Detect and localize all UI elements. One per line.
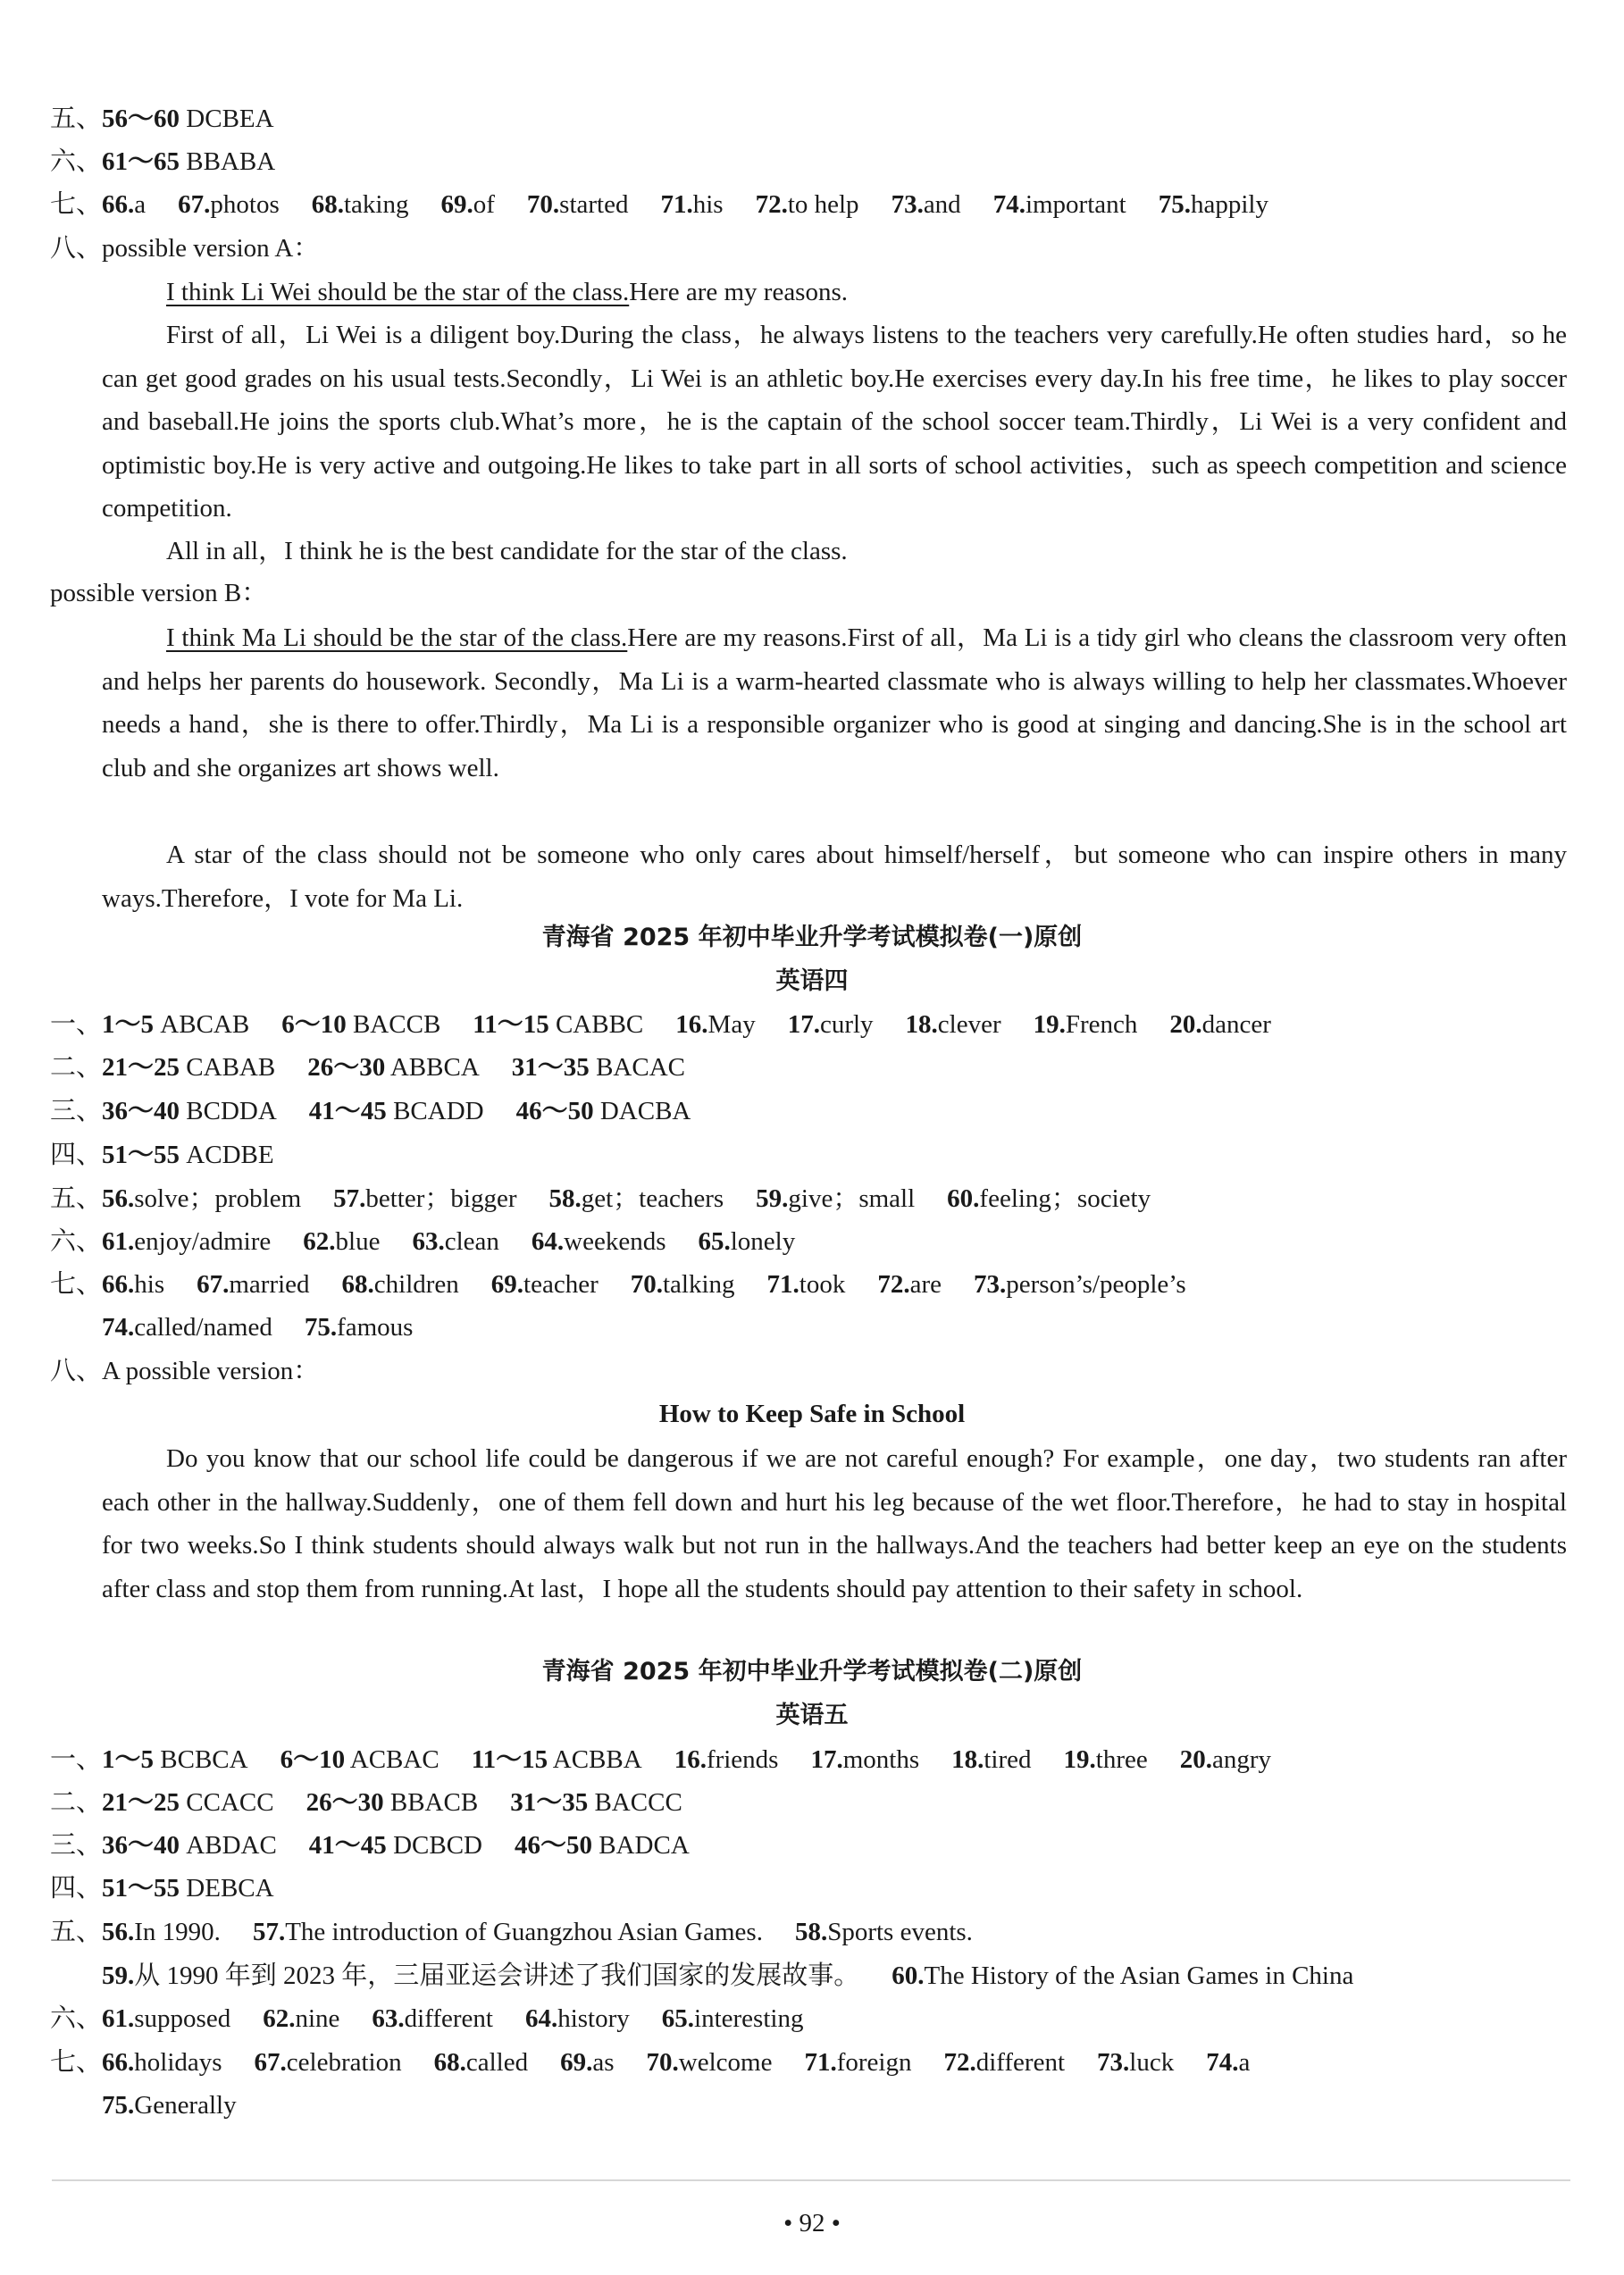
answer-item — [102, 2091, 237, 2120]
answer-item — [102, 1270, 164, 1299]
answer-item — [372, 2004, 493, 2033]
answer-item — [548, 1184, 724, 1213]
exam-subtitle: 英语四 — [775, 967, 849, 995]
answer-item — [631, 1270, 735, 1299]
answer-text: teacher — [523, 1270, 599, 1299]
question-number: 70. — [526, 190, 560, 219]
answer-text: as — [592, 2048, 615, 2077]
answer-item — [102, 1010, 249, 1039]
question-number: 66. — [102, 2048, 135, 2077]
answer-line — [50, 2001, 803, 2037]
question-number: 68. — [341, 1270, 374, 1299]
question-number: 18. — [951, 1745, 984, 1774]
answer-item — [342, 1270, 459, 1299]
answer-text: famous — [337, 1313, 414, 1342]
answer-item — [412, 1227, 498, 1256]
answer-item — [102, 1831, 277, 1860]
answer-item — [333, 1184, 516, 1213]
answer-item — [767, 1270, 846, 1299]
question-number: 21～25 — [102, 1053, 180, 1082]
question-number: 17. — [787, 1010, 820, 1039]
answer-item — [756, 190, 859, 219]
question-number: 60. — [947, 1184, 980, 1213]
answer-text: 从 1990 年到 2023 年，三届亚运会讲述了我们国家的发展故事。 — [134, 1961, 860, 1990]
answer-item — [993, 190, 1126, 219]
answer-item — [102, 1184, 301, 1213]
section-number: 二、 — [50, 1788, 103, 1817]
question-number: 67. — [254, 2048, 287, 2077]
question-number: 62. — [263, 2004, 296, 2033]
answer-item — [675, 1010, 755, 1039]
answer-line: 六、61～65 BBABA — [50, 147, 276, 176]
answer-item — [892, 190, 961, 219]
answer-item — [698, 1227, 795, 1256]
answer-line — [50, 187, 1268, 222]
answer-text: BACAC — [589, 1053, 685, 1082]
question-number: 70. — [630, 1270, 663, 1299]
answer-item — [102, 1053, 275, 1082]
answer-text: took — [799, 1270, 846, 1299]
section-number: 二、 — [50, 1053, 103, 1082]
answer-item — [877, 1270, 942, 1299]
question-number: 16. — [675, 1010, 708, 1039]
answer-text: interesting — [694, 2004, 804, 2033]
question-number: 36～40 — [102, 1097, 180, 1125]
answer-text: and — [923, 190, 961, 219]
answer-text: ABBCA — [385, 1053, 480, 1082]
answer-text: his — [134, 1270, 165, 1299]
answer-item — [102, 1141, 274, 1169]
question-number: 73. — [1097, 2048, 1130, 2077]
answer-text: holidays — [134, 2048, 222, 2077]
answer-item — [512, 1053, 685, 1082]
question-number: 71. — [766, 1270, 799, 1299]
question-number: 20. — [1179, 1745, 1212, 1774]
answer-item — [947, 1184, 1151, 1213]
answer-text: photos — [210, 190, 280, 219]
answer-text: of — [473, 190, 495, 219]
question-number: 31～35 — [510, 1788, 589, 1817]
question-number: 57. — [252, 1918, 286, 1946]
answer-item — [263, 2004, 339, 2033]
answer-text: a — [134, 190, 146, 219]
answer-item — [306, 1788, 479, 1817]
answer-item — [525, 2004, 630, 2033]
question-number: 75. — [102, 2091, 135, 2120]
question-number: 18. — [905, 1010, 938, 1039]
answer-item — [102, 1745, 248, 1774]
answer-item — [253, 1918, 763, 1946]
question-number: 46～50 — [515, 1097, 594, 1125]
question-number: 74. — [1206, 2048, 1239, 2077]
answer-text: The History of the Asian Games in China — [924, 1961, 1354, 1990]
answer-text: dancer — [1201, 1010, 1271, 1039]
answer-item — [1180, 1745, 1271, 1774]
section-number: 六、 — [50, 1227, 103, 1256]
answer-text: ACBBA — [548, 1745, 642, 1774]
question-number: 63. — [412, 1227, 445, 1256]
answer-line — [50, 1093, 691, 1129]
question-number: 66. — [102, 190, 135, 219]
answer-item — [662, 2004, 804, 2033]
answer-item — [434, 2048, 528, 2077]
answer-item — [197, 1270, 309, 1299]
question-number: 74. — [102, 1313, 135, 1342]
answer-text: BCDDA — [180, 1097, 277, 1125]
question-number: 57. — [333, 1184, 366, 1213]
answer-line — [102, 1958, 1353, 1994]
question-number: 66. — [102, 1270, 135, 1299]
question-number: 11～15 — [473, 1010, 549, 1039]
exam-title: 青海省 2025 年初中毕业升学考试模拟卷(二)原创 — [541, 1658, 1083, 1685]
essay-paragraph: I think Ma Li should be the star of the class.Here are my reasons.First of all，Ma Li is a tidy girl who cleans the classroom very often and helps her parents do housework. Secondly，Ma Li is a warm-hearted classmate who is always willing to help her classmates.Whoever needs a hand，she is there to offer.Thirdly，Ma Li is a responsible organizer who is good at singing and dancing.She is in the school art club and she organizes art shows well. — [102, 623, 1567, 782]
answer-text: DEBCA — [180, 1874, 274, 1903]
answer-text: BBACB — [383, 1788, 479, 1817]
question-number: 19. — [1063, 1745, 1096, 1774]
answer-item — [473, 1010, 643, 1039]
answer-line — [50, 2045, 1250, 2080]
question-number: 58. — [794, 1918, 828, 1946]
answer-item — [1206, 2048, 1250, 2077]
essay-paragraph: I think Li Wei should be the star of the class.Here are my reasons. — [166, 278, 849, 306]
question-number: 72. — [755, 190, 788, 219]
answer-text: enjoy/admire — [134, 1227, 272, 1256]
answer-item — [788, 1010, 874, 1039]
answer-text: friends — [706, 1745, 779, 1774]
question-number: 67. — [178, 190, 211, 219]
answer-text: celebration — [286, 2048, 402, 2077]
answer-text: CABAB — [180, 1053, 276, 1082]
answer-line — [50, 1785, 682, 1820]
section-number: 三、 — [50, 1831, 103, 1860]
answer-text: called — [465, 2048, 529, 2077]
answer-text: blue — [335, 1227, 381, 1256]
question-number: 65. — [661, 2004, 695, 2033]
answer-text: The introduction of Guangzhou Asian Games. — [285, 1918, 763, 1946]
answer-item — [943, 2048, 1065, 2077]
answer-item — [647, 2048, 773, 2077]
answer-item — [515, 1831, 690, 1860]
answer-item — [102, 190, 146, 219]
answer-text: May — [707, 1010, 756, 1039]
section-number: 五、 — [50, 1918, 103, 1946]
section-number: 五、 — [50, 1184, 103, 1213]
answer-item — [102, 1788, 274, 1817]
essay-paragraph: Do you know that our school life could be dangerous if we are not careful enough? For example，one day，two students ran after each other in the hallway.Suddenly，one of them fell down and hurt his leg because of the wet floor.Therefore，he had to stay in hospital for two weeks.So I think students should always walk but not run in the hallways.And the teachers had better keep an eye on the students after class and stop them from running.At last，I hope all the students should pay attention to their safety in school. — [102, 1444, 1567, 1603]
answer-text: In 1990. — [134, 1918, 221, 1946]
answer-item — [951, 1745, 1031, 1774]
answer-text: BCBCA — [154, 1745, 248, 1774]
answer-text: feeling；society — [979, 1184, 1151, 1213]
answer-text: clever — [937, 1010, 1001, 1039]
divider — [52, 2179, 1570, 2181]
answer-text: a — [1238, 2048, 1251, 2077]
answer-line — [102, 2087, 237, 2123]
question-number: 61. — [102, 1227, 135, 1256]
answer-line — [50, 1050, 685, 1085]
question-number: 41～45 — [308, 1831, 387, 1860]
question-number: 61. — [102, 2004, 135, 2033]
answer-item — [532, 1227, 666, 1256]
answer-line — [50, 1870, 274, 1906]
answer-item — [804, 2048, 911, 2077]
answer-text: started — [559, 190, 629, 219]
question-number: 73. — [891, 190, 924, 219]
question-number: 19. — [1033, 1010, 1066, 1039]
answer-item — [472, 1745, 642, 1774]
answer-text: angry — [1212, 1745, 1272, 1774]
answer-text: DCBCD — [386, 1831, 482, 1860]
answer-text: called/named — [134, 1313, 272, 1342]
question-number: 26～30 — [306, 1788, 384, 1817]
question-number: 51～55 — [102, 1141, 180, 1169]
answer-item — [1064, 1745, 1148, 1774]
answer-text: CCACC — [180, 1788, 274, 1817]
answer-item — [309, 1097, 484, 1125]
answer-text: CABBC — [548, 1010, 644, 1039]
answer-text: Sports events. — [827, 1918, 973, 1946]
question-number: 68. — [433, 2048, 466, 2077]
answer-text: weekends — [564, 1227, 666, 1256]
section-number: 七、 — [50, 2048, 103, 2077]
question-number: 56. — [102, 1184, 135, 1213]
section-number: 六、 — [50, 2004, 103, 2033]
answer-text: person’s/people’s — [1006, 1270, 1186, 1299]
answer-item — [510, 1788, 682, 1817]
answer-text: different — [404, 2004, 493, 2033]
answer-text: his — [692, 190, 724, 219]
question-number: 21～25 — [102, 1788, 180, 1817]
answer-item — [102, 2004, 230, 2033]
answer-item — [255, 2048, 402, 2077]
section-label: 八、possible version A： — [50, 234, 320, 263]
answer-item — [312, 190, 409, 219]
section-number: 七、 — [50, 190, 103, 219]
answer-item — [309, 1831, 482, 1860]
question-number: 60. — [892, 1961, 925, 1990]
answer-text: nine — [295, 2004, 340, 2033]
question-number: 16. — [674, 1745, 707, 1774]
answer-text: get；teachers — [581, 1184, 724, 1213]
section-number: 四、 — [50, 1141, 103, 1169]
question-number: 70. — [646, 2048, 679, 2077]
answer-item — [102, 1874, 274, 1903]
answer-text: ABDAC — [180, 1831, 277, 1860]
answer-text: ACDBE — [180, 1141, 274, 1169]
answer-item — [280, 1745, 439, 1774]
answer-text: better；bigger — [365, 1184, 517, 1213]
answer-text: to help — [787, 190, 859, 219]
answer-text: clean — [444, 1227, 499, 1256]
answer-line — [50, 1137, 274, 1173]
answer-line — [50, 1742, 1271, 1777]
question-number: 59. — [756, 1184, 789, 1213]
answer-item — [491, 1270, 599, 1299]
answer-item — [102, 2048, 222, 2077]
answer-item — [810, 1745, 919, 1774]
answer-text: history — [557, 2004, 630, 2033]
section-number: 一、 — [50, 1010, 103, 1039]
answer-item — [307, 1053, 480, 1082]
answer-item — [440, 190, 494, 219]
section-number: 一、 — [50, 1745, 103, 1774]
answer-item — [674, 1745, 779, 1774]
answer-line — [50, 1224, 795, 1259]
answer-item — [102, 1097, 277, 1125]
answer-item — [560, 2048, 614, 2077]
question-number: 6～10 — [280, 1745, 346, 1774]
answer-line — [50, 1267, 1186, 1302]
answer-item — [974, 1270, 1186, 1299]
answer-item — [892, 1961, 1353, 1990]
answer-item — [527, 190, 629, 219]
answer-text: important — [1025, 190, 1126, 219]
question-number: 6～10 — [281, 1010, 347, 1039]
essay-title: How to Keep Safe in School — [658, 1400, 966, 1428]
answer-text: BCADD — [386, 1097, 484, 1125]
answer-text: are — [909, 1270, 942, 1299]
question-number: 75. — [304, 1313, 338, 1342]
question-number: 26～30 — [307, 1053, 386, 1082]
answer-text: DACBA — [593, 1097, 691, 1125]
answer-line — [50, 1181, 1151, 1217]
question-number: 69. — [490, 1270, 524, 1299]
exam-subtitle: 英语五 — [775, 1702, 849, 1729]
answer-text: curly — [819, 1010, 874, 1039]
answer-text: solve；problem — [134, 1184, 302, 1213]
section-number: 三、 — [50, 1097, 103, 1125]
page-number: • 92 • — [783, 2209, 841, 2237]
answer-text: talking — [663, 1270, 735, 1299]
answer-line: 五、56～60 DCBEA — [50, 105, 274, 133]
answer-text: married — [229, 1270, 310, 1299]
question-number: 65. — [698, 1227, 731, 1256]
section-label: possible version B： — [50, 579, 268, 607]
answer-text: BACCB — [346, 1010, 441, 1039]
answer-text: taking — [343, 190, 409, 219]
answer-text: children — [373, 1270, 459, 1299]
answer-item — [178, 190, 280, 219]
answer-item — [102, 1313, 272, 1342]
section-number: 四、 — [50, 1874, 103, 1903]
question-number: 41～45 — [308, 1097, 387, 1125]
question-number: 51～55 — [102, 1874, 180, 1903]
essay-paragraph: A star of the class should not be someone who only cares about himself/herself，but someone who can inspire others in many ways.Therefore，I vote for Ma Li. — [102, 841, 1567, 913]
answer-item — [660, 190, 723, 219]
answer-text: luck — [1129, 2048, 1175, 2077]
answer-text: BADCA — [592, 1831, 690, 1860]
question-number: 59. — [102, 1961, 135, 1990]
answer-text: tired — [984, 1745, 1032, 1774]
answer-item — [1034, 1010, 1138, 1039]
answer-item — [305, 1313, 414, 1342]
answer-line — [50, 1914, 973, 1950]
question-number: 69. — [560, 2048, 593, 2077]
question-number: 11～15 — [471, 1745, 548, 1774]
question-number: 1～5 — [102, 1010, 155, 1039]
answer-item — [102, 1918, 221, 1946]
question-number: 74. — [992, 190, 1025, 219]
question-number: 56. — [102, 1918, 135, 1946]
question-number: 63. — [372, 2004, 405, 2033]
question-number: 68. — [311, 190, 344, 219]
exam-title: 青海省 2025 年初中毕业升学考试模拟卷(一)原创 — [541, 924, 1083, 951]
answer-text: months — [842, 1745, 920, 1774]
answer-item — [1097, 2048, 1174, 2077]
section-label: 八、A possible version： — [50, 1357, 320, 1385]
answer-item — [756, 1184, 915, 1213]
answer-text: French — [1065, 1010, 1138, 1039]
answer-item — [906, 1010, 1001, 1039]
essay-paragraph: First of all，Li Wei is a diligent boy.During the class，he always listens to the teachers very carefully.He often studies hard，so he can get good grades on his usual tests.Secondly，Li Wei is an athletic boy.He exercises every day.In his free time，he likes to play soccer and baseball.He joins the sports club.What’s more，he is the captain of the school soccer team.Thirdly，Li Wei is a very confident and optimistic boy.He is very active and outgoing.He likes to take part in all sorts of school activities，such as speech competition and science competition. — [102, 321, 1567, 523]
answer-text: happily — [1190, 190, 1268, 219]
question-number: 58. — [548, 1184, 582, 1213]
answer-line — [50, 1007, 1271, 1042]
question-number: 69. — [440, 190, 473, 219]
answer-text: ABCAB — [154, 1010, 250, 1039]
answer-item — [1159, 190, 1268, 219]
question-number: 71. — [660, 190, 693, 219]
question-number: 75. — [1158, 190, 1191, 219]
answer-text: different — [975, 2048, 1066, 2077]
answer-text: three — [1095, 1745, 1148, 1774]
question-number: 46～50 — [514, 1831, 592, 1860]
answer-text: give；small — [788, 1184, 916, 1213]
question-number: 73. — [974, 1270, 1007, 1299]
answer-item — [303, 1227, 380, 1256]
question-number: 1～5 — [102, 1745, 155, 1774]
essay-paragraph: All in all，I think he is the best candidate for the star of the class. — [166, 537, 848, 565]
answer-item — [281, 1010, 440, 1039]
answer-item — [1169, 1010, 1271, 1039]
question-number: 20. — [1169, 1010, 1202, 1039]
question-number: 67. — [197, 1270, 230, 1299]
answer-item — [102, 1961, 859, 1990]
answer-line — [50, 1828, 690, 1863]
answer-text: BACCC — [588, 1788, 682, 1817]
question-number: 64. — [531, 1227, 565, 1256]
answer-text: lonely — [730, 1227, 796, 1256]
answer-item — [102, 1227, 271, 1256]
answer-line — [102, 1309, 413, 1345]
question-number: 62. — [303, 1227, 336, 1256]
question-number: 36～40 — [102, 1831, 180, 1860]
answer-text: foreign — [836, 2048, 912, 2077]
answer-text: Generally — [134, 2091, 237, 2120]
section-number: 七、 — [50, 1270, 103, 1299]
question-number: 72. — [877, 1270, 910, 1299]
question-number: 31～35 — [511, 1053, 590, 1082]
question-number: 17. — [810, 1745, 843, 1774]
answer-text: ACBAC — [345, 1745, 439, 1774]
answer-item — [795, 1918, 973, 1946]
answer-item — [516, 1097, 691, 1125]
answer-text: welcome — [678, 2048, 773, 2077]
answer-text: supposed — [134, 2004, 231, 2033]
question-number: 72. — [943, 2048, 976, 2077]
question-number: 64. — [524, 2004, 558, 2033]
question-number: 71. — [804, 2048, 837, 2077]
